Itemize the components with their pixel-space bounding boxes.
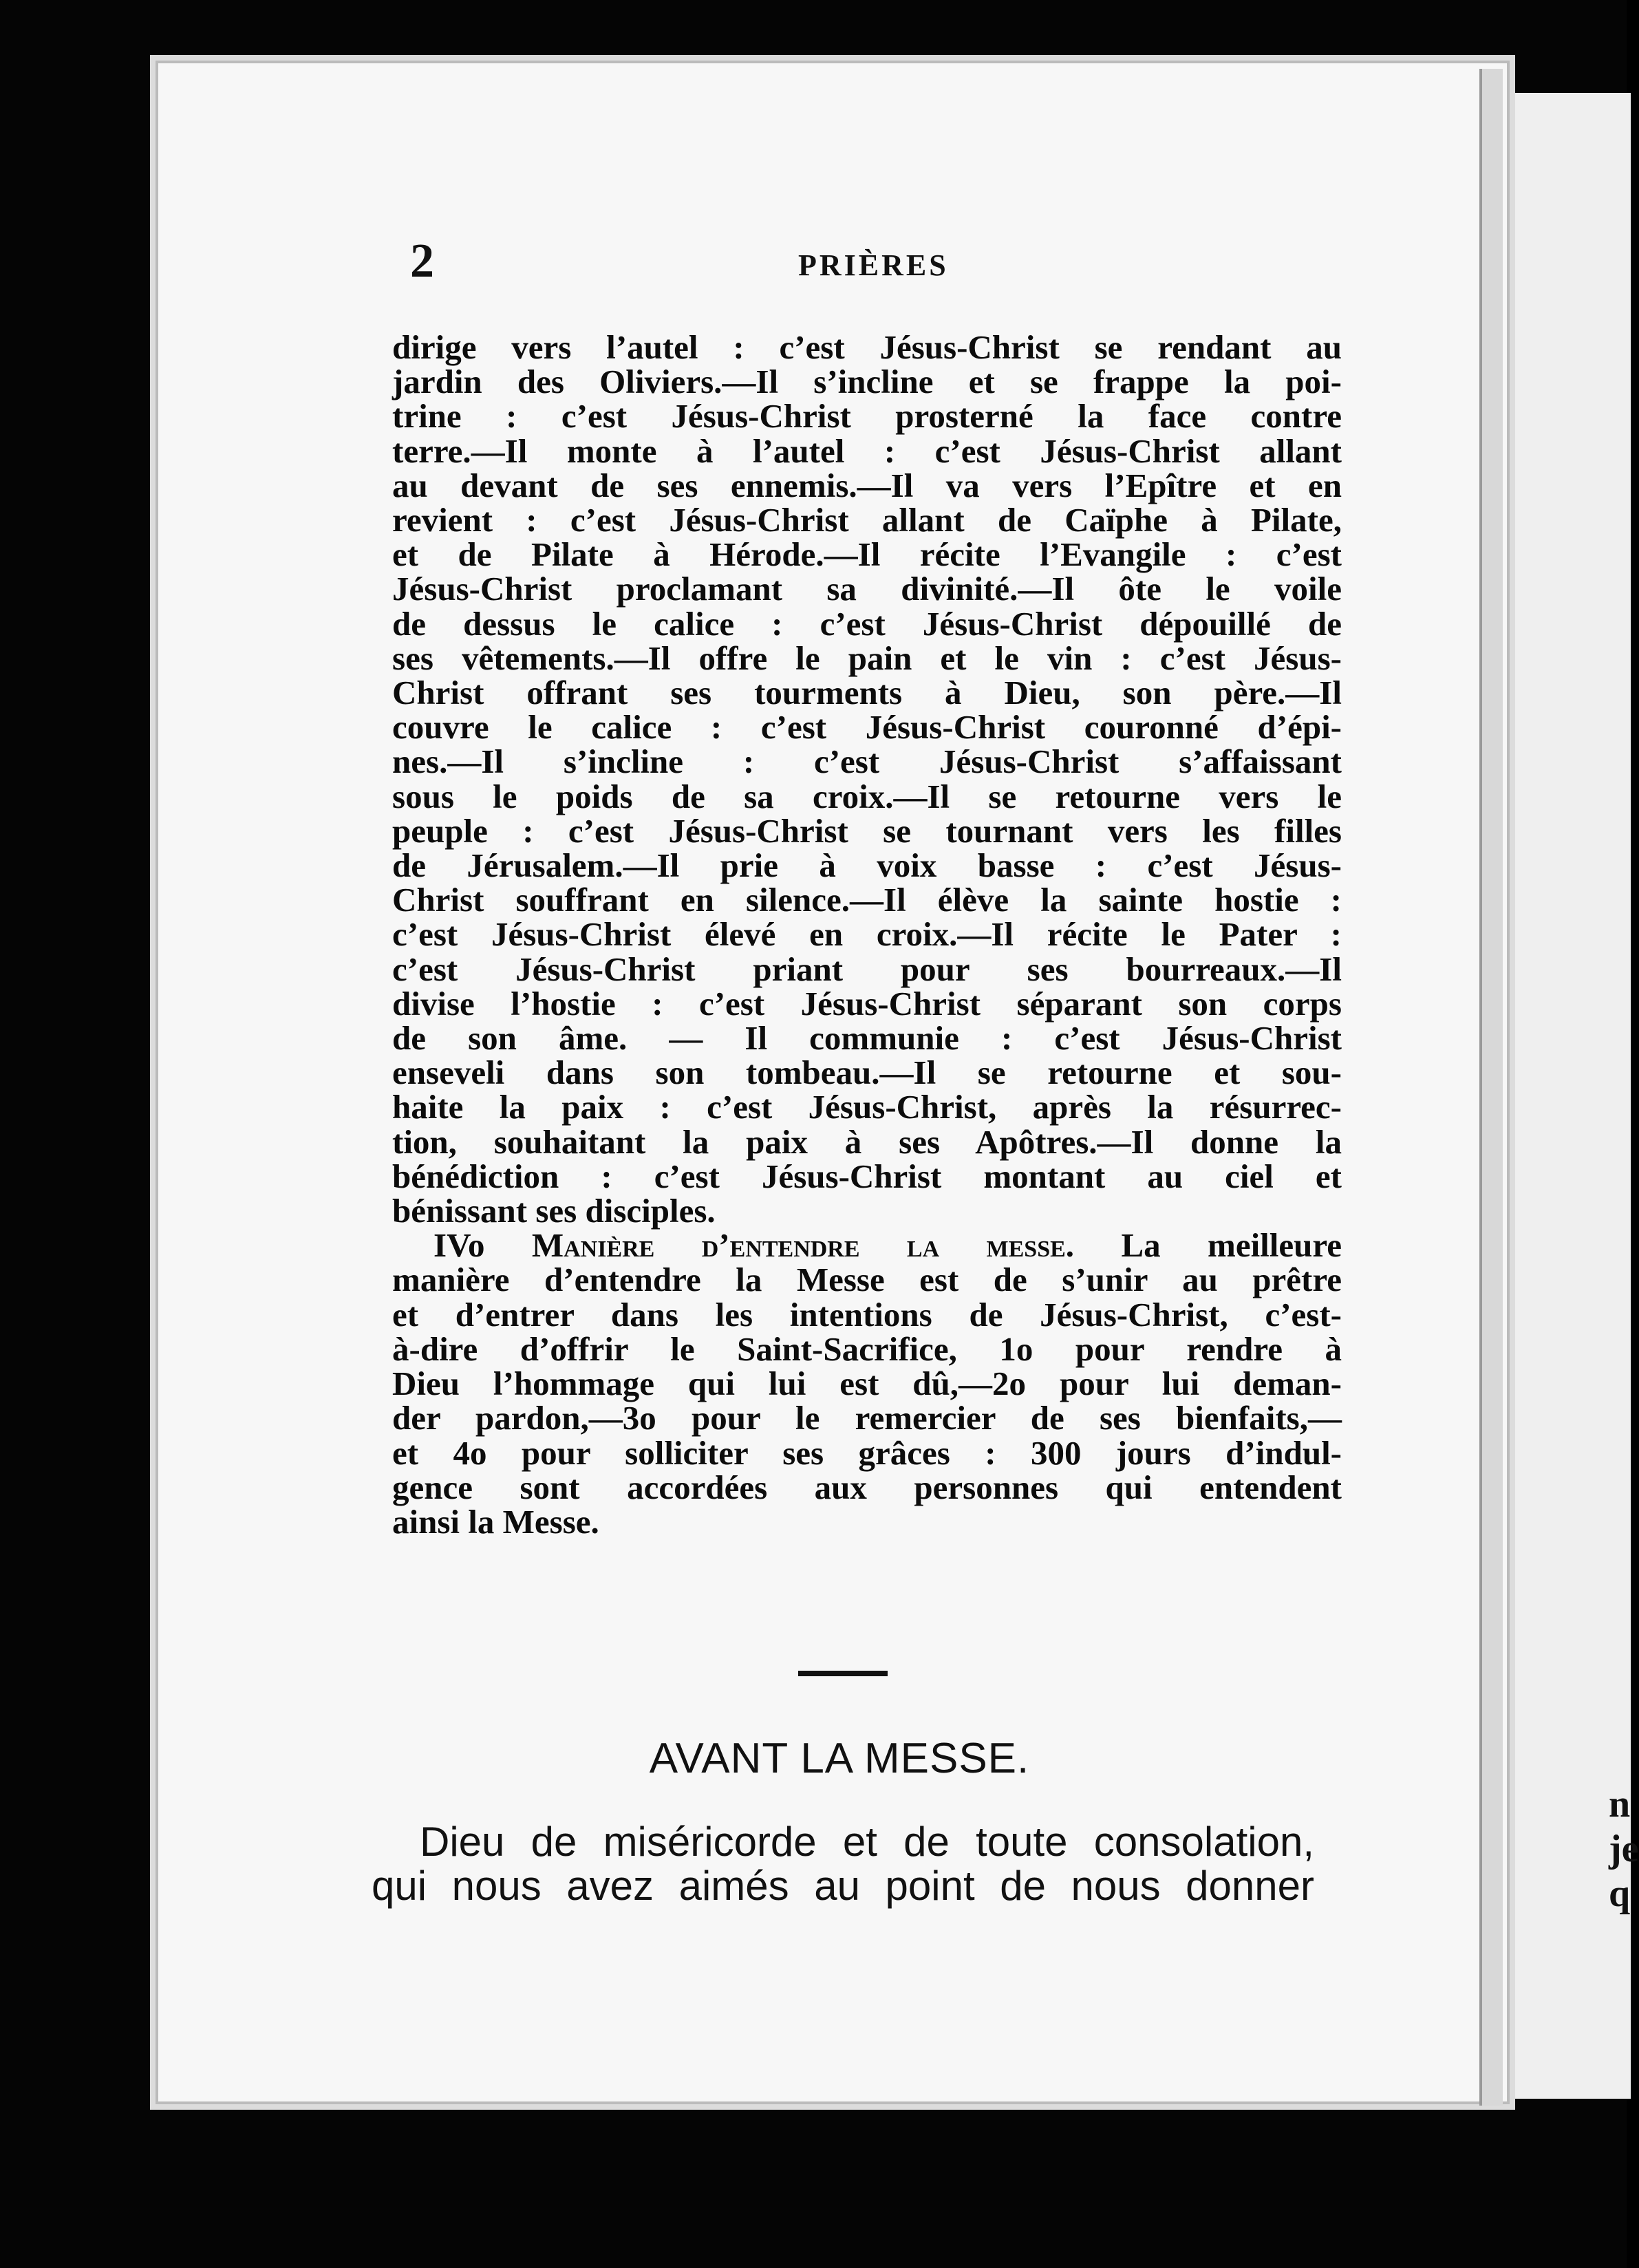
text-line: de son âme. — Il communie : c’est Jésus-Christ (392, 1019, 1342, 1058)
prayer-line: Dieu de miséricorde et de toute consolation, (420, 1819, 1314, 1865)
text-line: gence sont accordées aux personnes qui entendent (392, 1468, 1342, 1506)
text-line: de Jérusalem.—Il prie à voix basse : c’est Jésus- (392, 846, 1342, 885)
text-line: tion, souhaitant la paix à ses Apôtres.—Il donne la (392, 1122, 1342, 1161)
page-gutter-edge (1479, 69, 1503, 2106)
text-line: Christ souffrant en silence.—Il élève la sainte hostie : (392, 881, 1342, 919)
text-line: et 4o pour solliciter ses grâces : 300 jours d’indul- (392, 1433, 1342, 1472)
body-text (392, 330, 1342, 1539)
text-line: et de Pilate à Hérode.—Il récite l’Evangile : c’est (392, 535, 1342, 574)
heading-number: IVo (433, 1226, 485, 1265)
text-line: manière d’entendre la Messe est de s’unir au prêtre (392, 1261, 1342, 1299)
running-head: PRIÈRES (798, 248, 949, 282)
heading-caps: Manière d’entendre la messe. (531, 1226, 1075, 1265)
facing-page-fragment: q (1609, 1872, 1631, 1915)
page-number: 2 (410, 235, 434, 288)
text-line: trine : c’est Jésus-Christ prosterné la face contre (392, 397, 1342, 436)
text-line: der pardon,—3o pour le remercier de ses bienfaits,— (392, 1399, 1342, 1437)
facing-page-fragment: n (1609, 1783, 1631, 1826)
text-line: jardin des Oliviers.—Il s’incline et se frappe la poi- (392, 363, 1342, 401)
text-line: ses vêtements.—Il offre le pain et le vin : c’est Jésus- (392, 639, 1342, 677)
text-line: dirige vers l’autel : c’est Jésus-Christ se rendant au (392, 328, 1342, 366)
text-line: c’est Jésus-Christ élevé en croix.—Il récite le Pater : (392, 915, 1342, 954)
text-line: au devant de ses ennemis.—Il va vers l’Epître et en (392, 466, 1342, 504)
heading-line-rest: La meilleure (1121, 1226, 1342, 1265)
text-line: bénissant ses disciples. (392, 1192, 716, 1230)
section-divider (798, 1671, 888, 1676)
text-line: revient : c’est Jésus-Christ allant de Caïphe à Pilate, (392, 501, 1342, 539)
section-title: AVANT LA MESSE. (649, 1735, 1030, 1782)
text-line: peuple : c’est Jésus-Christ se tournant vers les filles (392, 811, 1342, 850)
text-line: Christ offrant ses tourments à Dieu, son père.—Il (392, 674, 1342, 712)
paragraph-heading-line (392, 1228, 1342, 1263)
text-line: et d’entrer dans les intentions de Jésus-Christ, c’est- (392, 1295, 1342, 1334)
text-line: Jésus-Christ proclamant sa divinité.—Il ôte le voile (392, 570, 1342, 608)
text-line: à-dire d’offrir le Saint-Sacrifice, 1o pour rendre à (392, 1329, 1342, 1368)
text-line: nes.—Il s’incline : c’est Jésus-Christ s’affaissant (392, 742, 1342, 781)
text-line: sous le poids de sa croix.—Il se retourne vers le (392, 777, 1342, 815)
text-line: c’est Jésus-Christ priant pour ses bourreaux.—Il (392, 950, 1342, 988)
text-line: Dieu l’hommage qui lui est dû,—2o pour lui deman- (392, 1365, 1342, 1403)
text-line: divise l’hostie : c’est Jésus-Christ séparant son corps (392, 984, 1342, 1023)
text-line: couvre le calice : c’est Jésus-Christ couronné d’épi- (392, 708, 1342, 747)
text-line: terre.—Il monte à l’autel : c’est Jésus-Christ allant (392, 431, 1342, 470)
facing-page-fragment: je (1609, 1828, 1639, 1870)
text-line: bénédiction : c’est Jésus-Christ montant au ciel et (392, 1157, 1342, 1195)
prayer-text (372, 1820, 1314, 1908)
text-line: de dessus le calice : c’est Jésus-Christ dépouillé de (392, 604, 1342, 643)
text-line: ainsi la Messe. (392, 1502, 599, 1541)
text-line: enseveli dans son tombeau.—Il se retourne et sou- (392, 1053, 1342, 1092)
text-line: haite la paix : c’est Jésus-Christ, après la résurrec- (392, 1088, 1342, 1126)
prayer-line: qui nous avez aimés au point de nous donner (372, 1863, 1314, 1909)
